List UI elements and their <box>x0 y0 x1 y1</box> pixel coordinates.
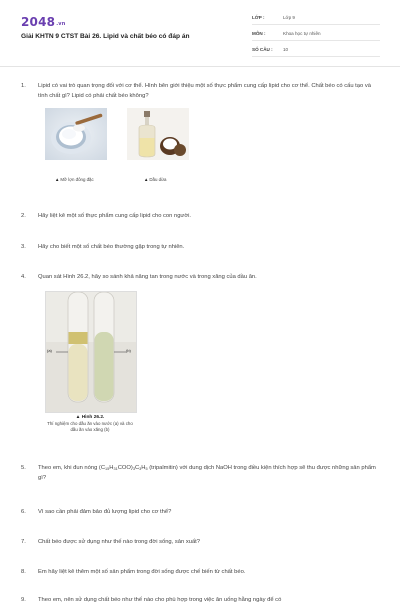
fig1-caption-a: ▲Mỡ lợn đông đặc <box>55 177 94 182</box>
meta-grade <box>252 11 380 25</box>
question-number: 5. <box>21 465 26 471</box>
meta-count-label: SỐ CÂU : <box>252 47 273 52</box>
lard-image <box>45 108 107 160</box>
question-number: 2. <box>21 213 26 219</box>
test-tubes-image <box>45 291 137 413</box>
question-text: Chất béo được sử dụng như thế nào trong đời sống, sản xuất? <box>38 539 201 545</box>
triangle-icon: ▲ <box>55 177 60 182</box>
question-number: 7. <box>21 539 26 545</box>
question-number: 6. <box>21 509 26 515</box>
question-number: 3. <box>21 244 26 250</box>
triangle-icon: ▲ <box>75 415 82 420</box>
document-header <box>0 0 400 67</box>
question-text: Theo em, nên sử dụng chất béo như thế nào cho phù hợp trong việc ăn uống hằng ngày để có <box>38 597 282 603</box>
question-text: Hãy liệt kê một số thực phẩm cung cấp lipid cho con người. <box>38 213 192 219</box>
document-title: Giải KHTN 9 CTST Bài 26. Lipid và chất béo có đáp án <box>21 33 190 40</box>
fig1-caption-b: ▲Dầu dừa <box>144 177 167 182</box>
question-number: 4. <box>21 274 26 280</box>
triangle-icon: ▲ <box>144 177 149 182</box>
tube-label-a: (a) <box>47 348 52 353</box>
coconut-oil-image <box>127 108 189 160</box>
site-logo[interactable]: 2048.vn <box>21 15 66 29</box>
question-text: Vì sao cần phải đảm bảo đủ lượng lipid cho cơ thể? <box>38 509 172 515</box>
fig2-caption-text: Thí nghiệm cho dầu ăn vào nước (a) và cho dầu ăn vào xăng (b) <box>47 421 133 432</box>
question-text: Quan sát Hình 26.2, hãy so sánh khả năng tan trong nước và trong xăng của dầu ăn. <box>38 274 257 280</box>
meta-subject <box>252 27 380 41</box>
tube-label-b: (b) <box>126 348 131 353</box>
meta-subject-label: MÔN : <box>252 31 266 36</box>
meta-grade-label: LỚP : <box>252 15 265 20</box>
question-text: Lipid có vai trò quan trọng đối với cơ thể. Hình bên giới thiệu một số thực phẩm cung cấp lipid cho cơ thể. Chất béo có cấu tạo và tính chất gì? Lipid có phải chất béo không? <box>38 83 371 99</box>
meta-count-value: 10 <box>283 47 289 52</box>
meta-grade-value: Lớp 9 <box>283 15 295 20</box>
question-number: 8. <box>21 569 26 575</box>
question-text: Hãy cho biết một số chất béo thường gặp trong tự nhiên. <box>38 244 185 250</box>
meta-subject-value: Khoa học tự nhiên <box>283 31 321 36</box>
question-text: Theo em, khi đun nóng $(C_{15}H_{31}COO)_3C_3H_5$ (tripalmitin) với dung dịch NaOH trong điều kiện thích hợp sẽ thu được những sản phẩm gì? <box>38 465 376 481</box>
meta-count <box>252 43 380 57</box>
question-number: 1. <box>21 83 26 89</box>
fig2-caption <box>43 415 137 433</box>
question-text: Em hãy liệt kê thêm một số sản phẩm trong đời sống được chế biến từ chất béo. <box>38 569 246 575</box>
fig2-title: Hình 26.2. <box>81 415 105 420</box>
question-number: 9. <box>21 597 26 603</box>
